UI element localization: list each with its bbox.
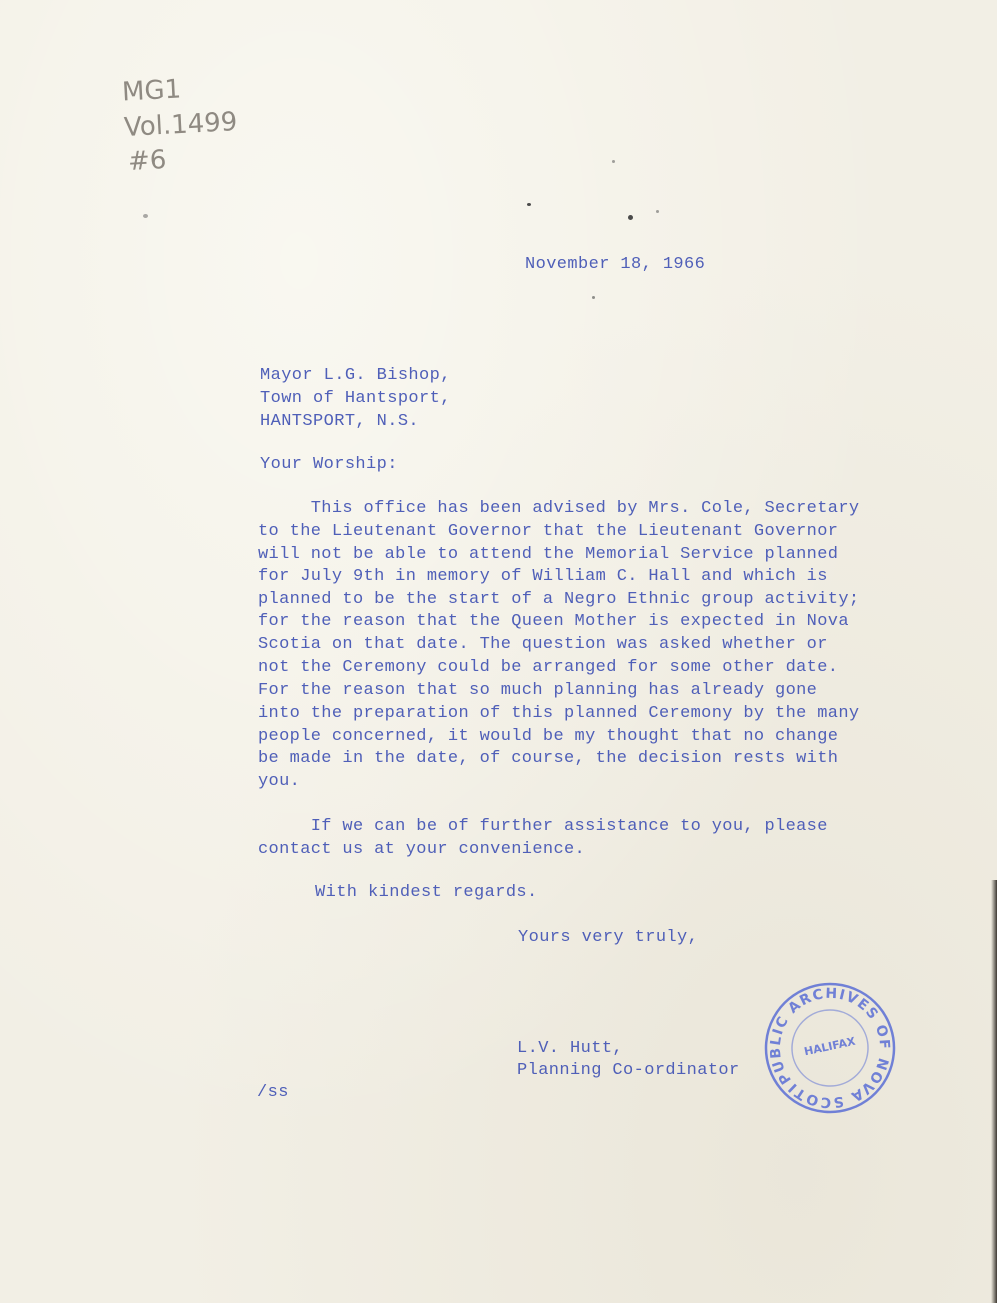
recipient-line3: HANTSPORT, N.S. xyxy=(260,412,420,431)
signer-title: Planning Co-ordinator xyxy=(517,1061,740,1080)
speck xyxy=(527,203,531,206)
paragraph2-line: contact us at your convenience. xyxy=(258,840,586,859)
signer-name: L.V. Hutt, xyxy=(517,1039,624,1058)
paragraph1-line: into the preparation of this planned Ceremony by the many xyxy=(258,704,860,723)
regards: With kindest regards. xyxy=(315,883,538,902)
page-edge-shadow xyxy=(991,880,997,1303)
paragraph1-line: Scotia on that date. The question was asked whether or xyxy=(258,635,828,654)
speck xyxy=(628,215,633,220)
paragraph1-line: for the reason that the Queen Mother is expected in Nova xyxy=(258,612,849,631)
speck xyxy=(612,160,615,163)
archive-annotation-line1: MG1 xyxy=(121,74,182,108)
stamp-ring-text: PUBLIC ARCHIVES OF NOVA SCOTIA xyxy=(767,985,893,1111)
typist-initials: /ss xyxy=(257,1083,289,1102)
speck xyxy=(656,210,659,213)
speck xyxy=(592,296,595,299)
paragraph1-line: will not be able to attend the Memorial Service planned xyxy=(258,545,839,564)
stamp-center-text: HALIFAX xyxy=(802,1034,857,1059)
paragraph1-line: for July 9th in memory of William C. Hall and which is xyxy=(258,567,828,586)
recipient-line1: Mayor L.G. Bishop, xyxy=(260,366,451,385)
paragraph1-line: For the reason that so much planning has already gone xyxy=(258,681,818,700)
paragraph1-line: people concerned, it would be my thought that no change xyxy=(258,727,839,746)
archive-annotation-line3: #6 xyxy=(127,145,168,177)
speck xyxy=(143,214,148,218)
paragraph1-line: planned to be the start of a Negro Ethnic group activity; xyxy=(258,590,860,609)
archive-annotation-line2: Vol.1499 xyxy=(123,107,239,143)
paragraph1-line: be made in the date, of course, the decision rests with xyxy=(258,749,839,768)
paragraph1-line: to the Lieutenant Governor that the Lieutenant Governor xyxy=(258,522,839,541)
paragraph1-line: This office has been advised by Mrs. Cole, Secretary xyxy=(258,499,860,518)
salutation: Your Worship: xyxy=(260,455,398,474)
paragraph1-line: not the Ceremony could be arranged for some other date. xyxy=(258,658,839,677)
paragraph2-line: If we can be of further assistance to you, please xyxy=(258,817,828,836)
paragraph1-line: you. xyxy=(258,772,301,791)
letter-date: November 18, 1966 xyxy=(525,255,706,274)
archive-stamp xyxy=(762,980,898,1116)
closing: Yours very truly, xyxy=(518,928,699,947)
recipient-line2: Town of Hantsport, xyxy=(260,389,451,408)
